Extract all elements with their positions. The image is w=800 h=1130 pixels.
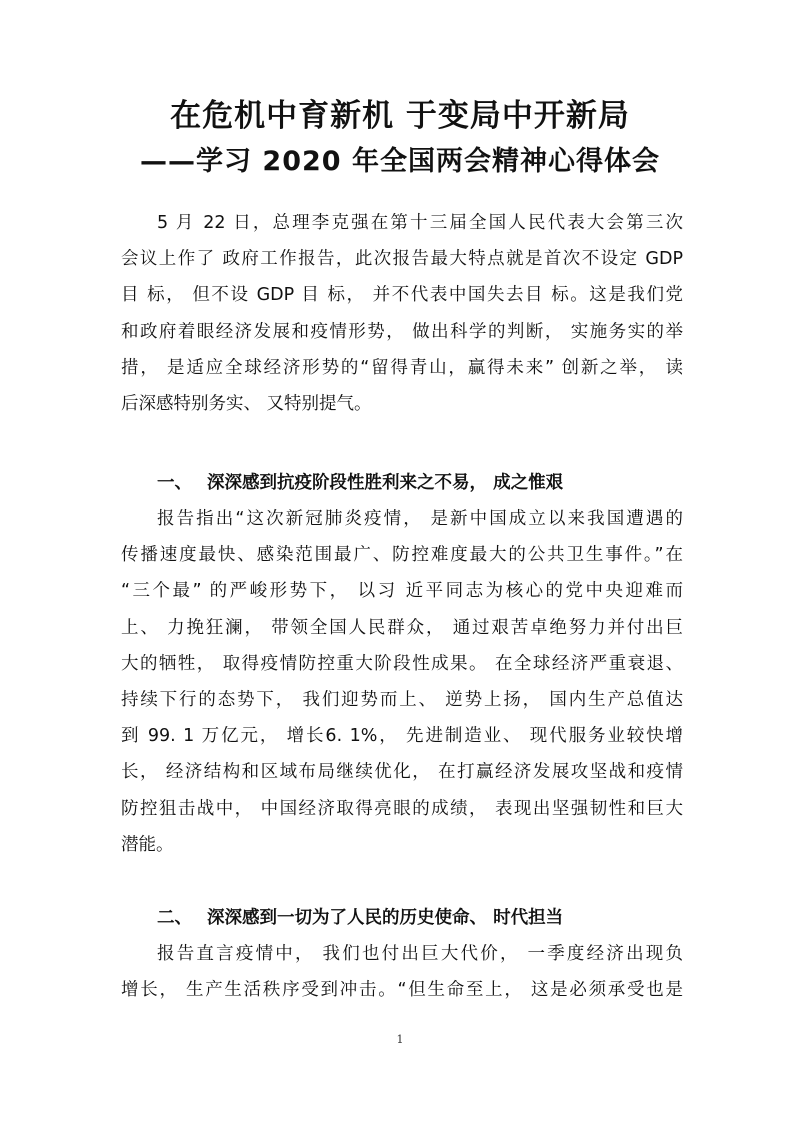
document-title: 在危机中育新机 于变局中开新局 bbox=[170, 98, 630, 134]
document-subtitle: ——学习 2020 年全国两会精神心得体会 bbox=[140, 146, 660, 177]
paragraph-line: 防控狙击战中， 中国经济取得亮眼的成绩， 表现出坚强韧性和巨大 bbox=[121, 798, 683, 819]
paragraph-line: 报告直言疫情中， 我们也付出巨大代价， 一季度经济出现负 bbox=[157, 944, 683, 964]
paragraph-line: 增长， 生产生活秩序受到冲击。“但生命至上， 这是必须承受也是 bbox=[121, 980, 683, 1001]
paragraph-line: 会议上作了 政府工作报告，此次报告最大特点就是首次不设定 GDP bbox=[121, 249, 683, 270]
paragraph-line: 后深感特别务实、 又特别提气。 bbox=[121, 393, 372, 414]
paragraph-line: 和政府着眼经济发展和疫情形势， 做出科学的判断， 实施务实的举 bbox=[121, 321, 683, 342]
page-number: 1 bbox=[396, 1033, 404, 1046]
section-heading-text: 深深感到抗疫阶段性胜利来之不易， 成之惟艰 bbox=[207, 473, 564, 493]
paragraph-line: “三个最” 的严峻形势下， 以习 近平同志为核心的党中央迎难而 bbox=[121, 581, 683, 602]
paragraph-line: 持续下行的态势下， 我们迎势而上、 逆势上扬， 国内生产总值达 bbox=[121, 689, 683, 710]
paragraph-line: 传播速度最快、感染范围最广、防控难度最大的公共卫生事件。”在 bbox=[121, 545, 683, 566]
paragraph-line: 报告指出“这次新冠肺炎疫情， 是新中国成立以来我国遭遇的 bbox=[157, 509, 683, 529]
paragraph-line: 措， 是适应全球经济形势的“留得青山，赢得未来” 创新之举， 读 bbox=[121, 357, 683, 378]
title-block bbox=[0, 96, 800, 182]
section-number: 二、 bbox=[157, 908, 192, 928]
section-heading bbox=[121, 900, 683, 936]
paragraph-line: 到 99. 1 万亿元， 增长6. 1%， 先进制造业、 现代服务业较快增 bbox=[121, 726, 683, 747]
paragraph-line: 长， 经济结构和区域布局继续优化， 在打赢经济发展攻坚战和疫情 bbox=[121, 762, 683, 783]
section-heading bbox=[121, 465, 683, 501]
section-one bbox=[121, 465, 683, 863]
paragraph-line: 5 月 22 日，总理李克强在第十三届全国人民代表大会第三次 bbox=[157, 213, 683, 233]
paragraph-line: 潜能。 bbox=[121, 834, 174, 855]
paragraph-line: 大的牺牲， 取得疫情防控重大阶段性成果。 在全球经济严重衰退、 bbox=[121, 653, 683, 674]
section-number: 一、 bbox=[157, 473, 192, 493]
section-heading-text: 深深感到一切为了人民的历史使命、 时代担当 bbox=[207, 908, 564, 928]
section-two bbox=[121, 900, 683, 1008]
intro-paragraph bbox=[121, 205, 683, 422]
paragraph-line: 上、 力挽狂澜， 带领全国人民群众， 通过艰苦卓绝努力并付出巨 bbox=[121, 617, 683, 638]
paragraph-line: 目 标， 但不设 GDP 目 标， 并不代表中国失去目 标。这是我们党 bbox=[121, 285, 683, 306]
